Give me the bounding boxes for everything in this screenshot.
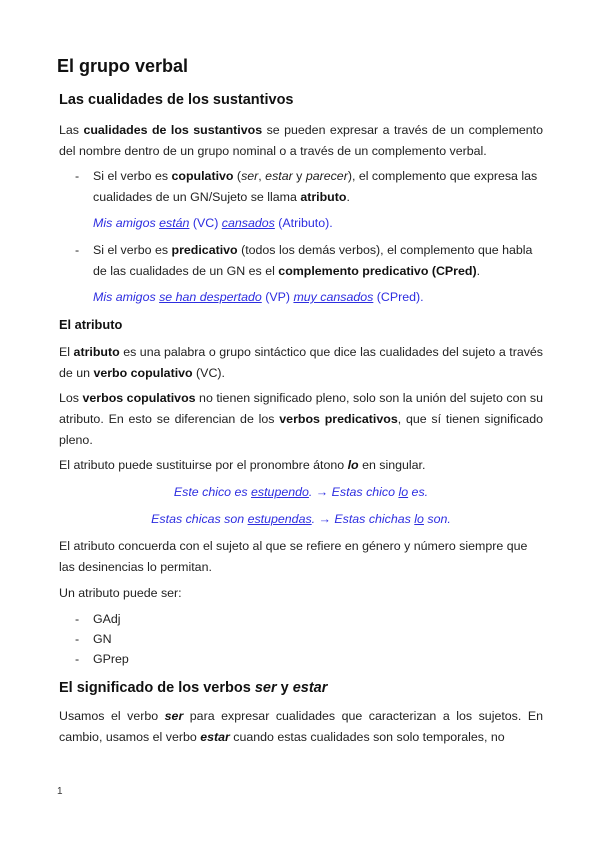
example-copulativo: Mis amigos están (VC) cansados (Atributo).	[93, 216, 333, 230]
section-heading-atributo: El atributo	[59, 317, 123, 332]
paragraph-atributo-puede-ser: Un atributo puede ser:	[59, 586, 182, 600]
list-item-copulativo: Si el verbo es copulativo (ser, estar y parecer), el complemento que expresa las cualidades de un GN/Sujeto se llama atributo.	[93, 169, 538, 204]
page-title: El grupo verbal	[57, 56, 189, 76]
paragraph-atributo-def: El atributo es una palabra o grupo sintáctico que dice las cualidades del sujeto a través de un verbo copulativo (VC).	[59, 345, 543, 380]
page-number: 1	[57, 786, 63, 797]
example-estupendo: Este chico es estupendo. → Estas chico lo es.	[173, 485, 429, 499]
list-dash: -	[75, 169, 80, 183]
paragraph-verbos-copulativos: Los verbos copulativos no tienen significado pleno, solo son la unión del sujeto con su atributo. En esto se diferencian de los verbos predicativos, que sí tienen significado pleno.	[59, 391, 543, 447]
paragraph-ser-estar: Usamos el verbo ser para expresar cualidades que caracterizan a los sujetos. En cambio, usamos el verbo estar cuando estas cualidades son solo temporales, no	[59, 709, 543, 744]
list-dash: -	[75, 612, 80, 626]
list-item-gn: GN	[93, 632, 112, 646]
section-heading-cualidades: Las cualidades de los sustantivos	[59, 92, 294, 108]
list-item-gadj: GAdj	[93, 612, 121, 626]
example-estupendas: Estas chicas son estupendas. → Estas chichas lo son.	[151, 512, 451, 526]
list-dash: -	[75, 632, 80, 646]
list-item-predicativo: Si el verbo es predicativo (todos los demás verbos), el complemento que habla de las cualidades de un GN es el complemento predicativo (CPred).	[93, 243, 533, 278]
section-heading-ser-estar: El significado de los verbos ser y estar	[59, 680, 328, 696]
list-dash: -	[75, 243, 80, 257]
list-item-gprep: GPrep	[93, 652, 129, 666]
example-predicativo: Mis amigos se han despertado (VP) muy cansados (CPred).	[93, 290, 424, 304]
list-dash: -	[75, 652, 80, 666]
intro-paragraph: Las cualidades de los sustantivos se pueden expresar a través de un complemento del nombre dentro de un grupo nominal o a través de un complemento verbal.	[59, 123, 544, 158]
paragraph-concordancia: El atributo concuerda con el sujeto al que se refiere en género y número siempre que las desinencias lo permitan.	[59, 539, 528, 574]
paragraph-sustitucion: El atributo puede sustituirse por el pronombre átono lo en singular.	[59, 458, 426, 472]
